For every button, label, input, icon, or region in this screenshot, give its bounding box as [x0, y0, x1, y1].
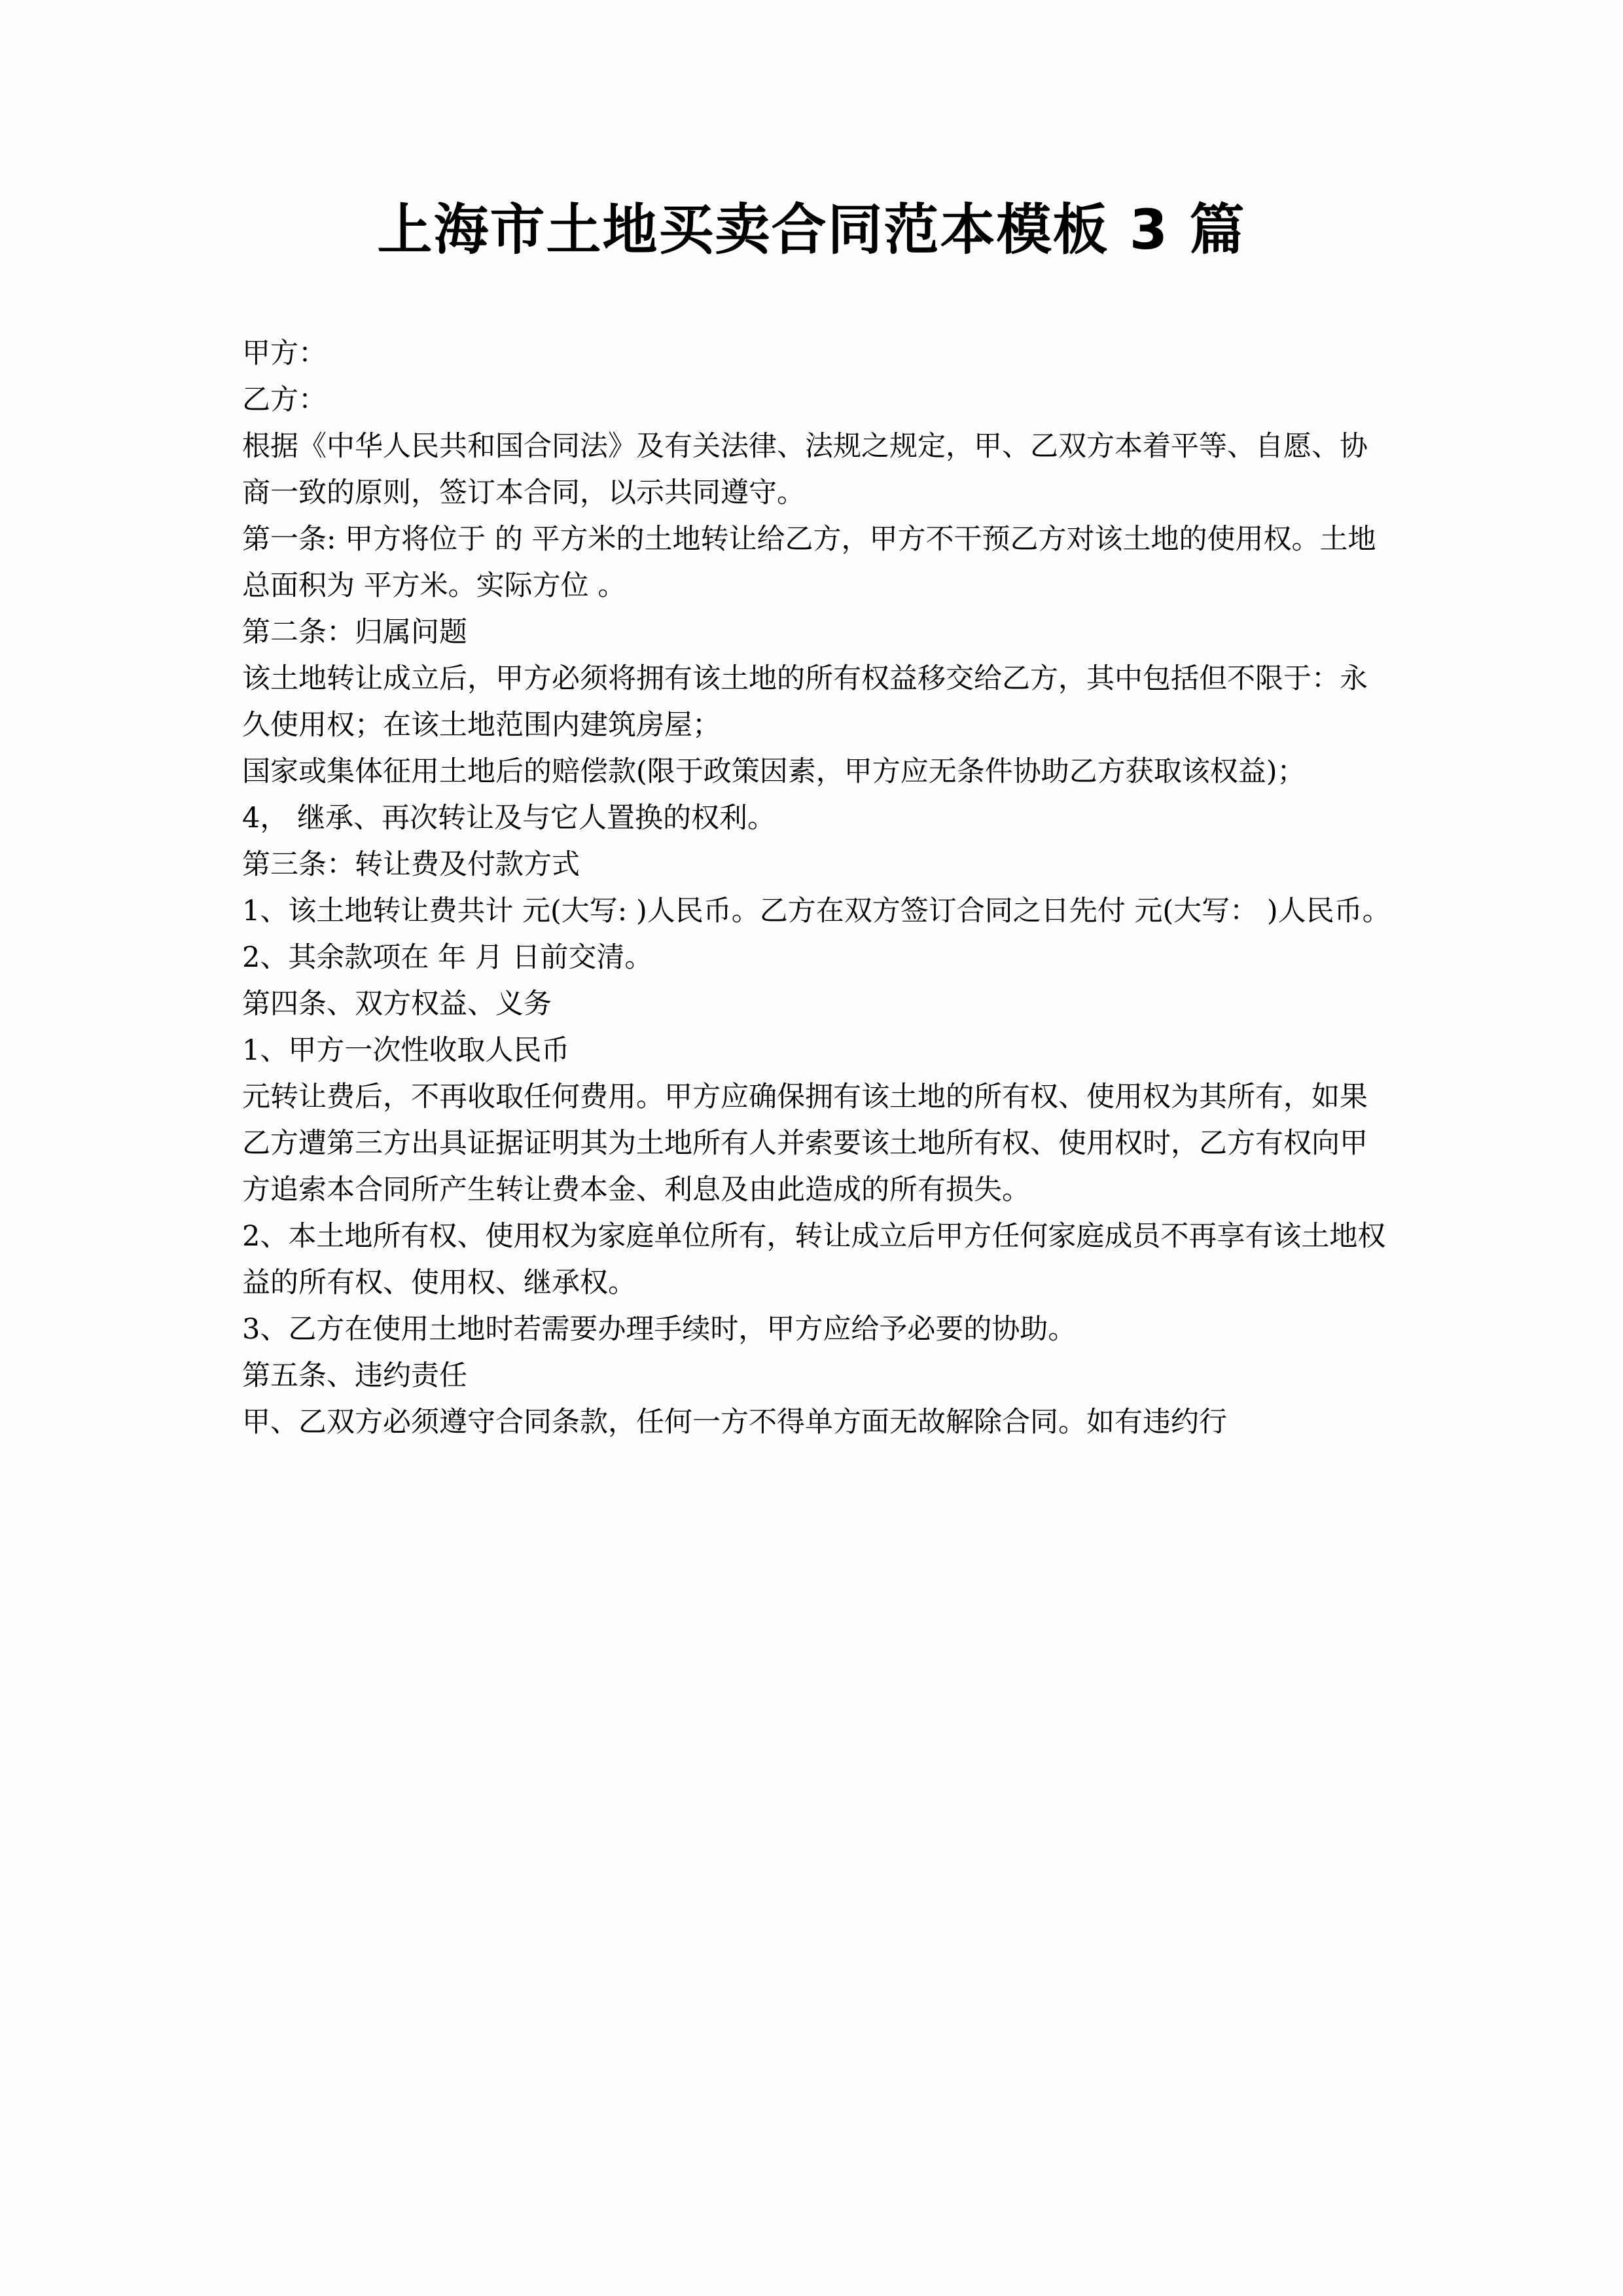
paragraph-article-3-item-2: 2、其余款项在 年 月 日前交清。: [242, 941, 653, 974]
paragraph-party-a: 甲方：: [242, 337, 327, 370]
paragraph-article-2-body: 该土地转让成立后，甲方必须将拥有该土地的所有权益移交给乙方，其中包括但不限于：永久使用权；在该土地范围内建筑房屋；: [242, 662, 1368, 742]
paragraph-article-2-heading: 第二条：归属问题: [242, 616, 467, 649]
paragraph-article-4-item-1a: 1、甲方一次性收取人民币: [242, 1034, 570, 1067]
paragraph-article-4-heading: 第四条、双方权益、义务: [242, 988, 552, 1020]
paragraph-article-4-item-1b: 元转让费后，不再收取任何费用。甲方应确保拥有该土地的所有权、使用权为其所有，如果乙方遭第三方出具证据证明其为土地所有人并索要该土地所有权、使用权时，乙方有权向甲方追索本合同所产生转让费本金、利息及由此造成的所有损失。: [242, 1081, 1368, 1206]
paragraph-article-5-body: 甲、乙双方必须遵守合同条款，任何一方不得单方面无故解除合同。如有违约行: [242, 1406, 1227, 1439]
paragraph-article-3-heading: 第三条：转让费及付款方式: [242, 848, 580, 881]
paragraph-article-2-item-4: 4， 继承、再次转让及与它人置换的权利。: [242, 802, 776, 834]
paragraph-article-5-heading: 第五条、违约责任: [242, 1359, 467, 1392]
paragraph-article-2-item-3: 国家或集体征用土地后的赔偿款(限于政策因素，甲方应无条件协助乙方获取该权益)；: [242, 755, 1306, 788]
paragraph-article-4-item-3: 3、乙方在使用土地时若需要办理手续时，甲方应给予必要的协助。: [242, 1313, 1077, 1346]
document-body: [242, 331, 1391, 1446]
paragraph-article-3-item-1: 1、该土地转让费共计 元(大写: )人民币。乙方在双方签订合同之日先付 元(大写： )人民币。: [242, 895, 1391, 927]
paragraph-article-1: 第一条: 甲方将位于 的 平方米的土地转让给乙方，甲方不干预乙方对该土地的使用权。土地总面积为 平方米。实际方位 。: [242, 523, 1376, 602]
page-title: 上海市土地买卖合同范本模板 3 篇: [377, 198, 1246, 262]
paragraph-preamble: 根据《中华人民共和国合同法》及有关法律、法规之规定，甲、乙双方本着平等、自愿、协商一致的原则，签订本合同，以示共同遵守。: [242, 430, 1368, 509]
paragraph-party-b: 乙方：: [242, 384, 327, 416]
paragraph-article-4-item-2: 2、本土地所有权、使用权为家庭单位所有，转让成立后甲方任何家庭成员不再享有该土地权益的所有权、使用权、继承权。: [242, 1220, 1386, 1299]
